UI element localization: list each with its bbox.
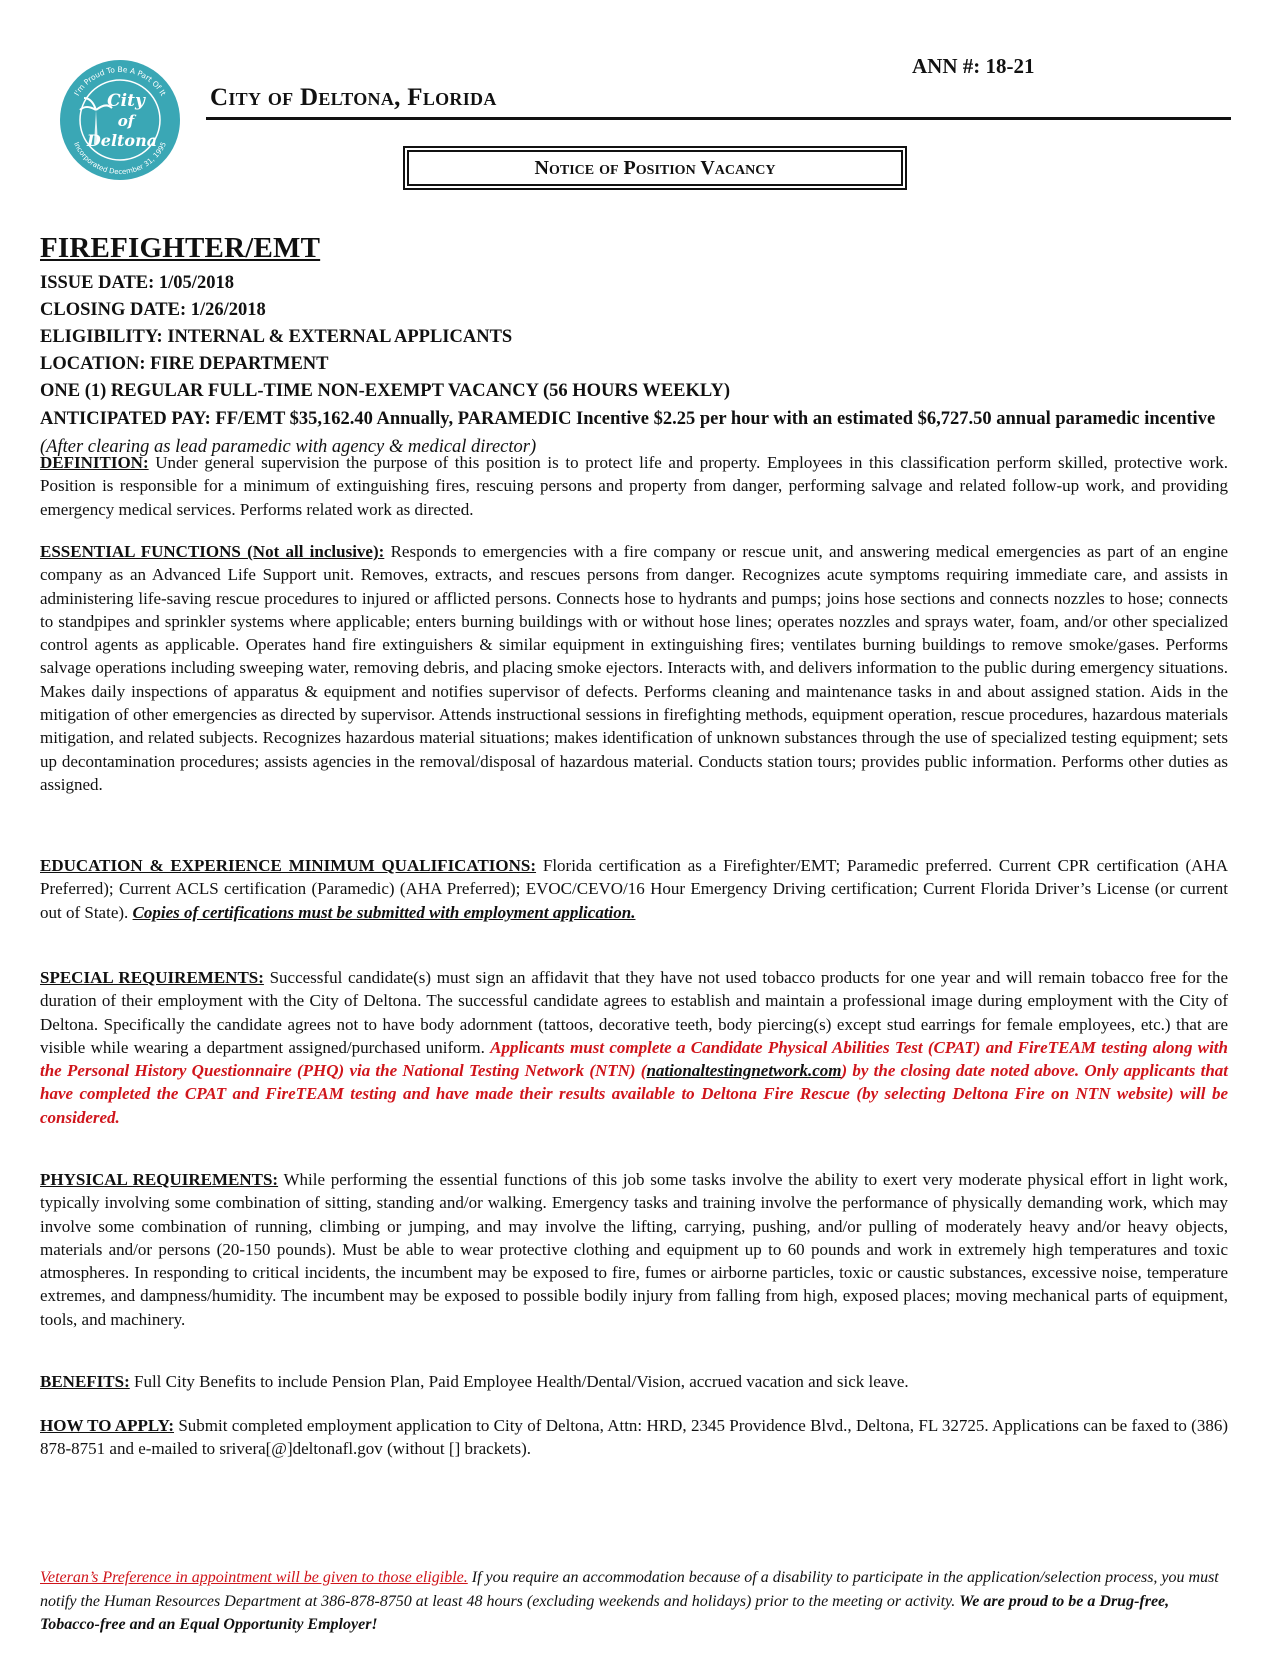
vacancy-type: ONE (1) REGULAR FULL-TIME NON-EXEMPT VACANCY (56 HOURS WEEKLY) bbox=[40, 381, 731, 401]
benefits-text: Full City Benefits to include Pension Plan, Paid Employee Health/Dental/Vision, accrued vacation and sick leave. bbox=[134, 1372, 909, 1391]
ntn-website-link[interactable]: nationaltestingnetwork.com bbox=[646, 1061, 842, 1081]
footer-notice bbox=[40, 1566, 1228, 1637]
location: LOCATION: FIRE DEPARTMENT bbox=[40, 354, 329, 374]
definition-text: Under general supervision the purpose of this position is to protect life and property. Employees in this classification perform skilled, protective work. Position is responsible for a minimum of extinguishing fires, rescuing persons and property from danger, performing salvage and related follow-up work, and providing emergency medical services. Performs related work as directed. bbox=[40, 453, 1229, 519]
announcement-number: ANN #: 18-21 bbox=[912, 54, 1035, 78]
veterans-preference: Veteran’s Preference in appointment will be given to those eligible. bbox=[40, 1569, 468, 1586]
benefits-section bbox=[40, 1370, 1228, 1393]
svg-text:City: City bbox=[107, 91, 145, 111]
definition-heading: DEFINITION: bbox=[40, 453, 149, 472]
how-to-apply-heading: HOW TO APPLY: bbox=[40, 1416, 175, 1435]
svg-text:I'm Proud To Be A Part Of It: I'm Proud To Be A Part Of It bbox=[72, 64, 168, 98]
how-to-apply-text: Submit completed employment application to City of Deltona, Attn: HRD, 2345 Providence Blvd., Deltona, FL 32725. Applications can be faxed to (386) 878-8751 and e-mailed to srivera[@]deltonafl.gov (without [] brackets). bbox=[40, 1416, 1228, 1459]
pay-note: (After clearing as lead paramedic with agency & medical director) bbox=[40, 437, 537, 457]
svg-text:Incorporated December 31, 1995: Incorporated December 31, 1995 bbox=[72, 140, 168, 177]
job-title: FIREFIGHTER/EMT bbox=[40, 232, 321, 264]
special-requirements-deadline-note: ) by the closing date noted above. Only applicants that have completed the CPAT and FireTEAM testing and have made their results available to Deltona Fire Rescue (by selecting Deltona Fire on NTN website) will be considered. bbox=[40, 1061, 1228, 1127]
physical-requirements-section bbox=[40, 1168, 1228, 1331]
notice-title-box: Notice of Position Vacancy bbox=[407, 150, 903, 186]
physical-requirements-heading: PHYSICAL REQUIREMENTS: bbox=[40, 1170, 279, 1189]
education-text: Florida certification as a Firefighter/EMT; Paramedic preferred. Current CPR certification (AHA Preferred); Current ACLS certification (Paramedic) (AHA Preferred); EVOC/CEVO/16 Hour Emergency Driving certification; Current Florida Driver’s License (or current out of State). bbox=[40, 856, 1229, 922]
issue-date: ISSUE DATE: 1/05/2018 bbox=[40, 273, 234, 293]
svg-text:Deltona: Deltona bbox=[86, 131, 158, 150]
education-section bbox=[40, 854, 1228, 924]
essential-functions-text: Responds to emergencies with a fire company or rescue unit, and answering medical emergencies as part of an engine company as an Advanced Life Support unit. Removes, extracts, and rescues persons from danger. Recognizes acute symptoms requiring immediate care, and assists in administering life-saving rescue procedures to injured or afflicted persons. Connects hose to hydrants and pumps; joins hose sections and connects nozzles to hose; connects to standpipes and sprinkler systems where applicable; enters burning buildings with or without hose lines; operates nozzles and sprays water, foam, and/or other specialized control agents as applicable. Operates hand fire extinguishers & similar equipment in extinguishing fires; ventilates burning buildings to remove smoke/gases. Performs salvage operations including sweeping water, removing debris, and placing smoke ejectors. Interacts with, and delivers information to the public during emergency situations. Makes daily inspections of apparatus & equipment and notifies supervisor of defects. Performs cleaning and maintenance tasks in and about assigned station. Aids in the mitigation of other emergencies as directed by supervisor. Attends instructional sessions in firefighting methods, equipment operation, rescue procedures, hazardous materials mitigation, and related subjects. Recognizes hazardous material situations; makes identification of unknown substances through the use of specialized testing equipment; sets up decontamination procedures; assists agencies in the removal/disposal of hazardous material. Conducts station tours; provides public information. Performs other duties as assigned. bbox=[40, 542, 1229, 794]
position-details bbox=[40, 270, 1240, 461]
svg-text:of: of bbox=[117, 112, 135, 130]
essential-functions-section bbox=[40, 540, 1228, 796]
education-heading: EDUCATION & EXPERIENCE MINIMUM QUALIFICATIONS: bbox=[40, 856, 537, 875]
header-divider bbox=[206, 117, 1231, 120]
physical-requirements-text: While performing the essential functions of this job some tasks involve the ability to exert very moderate physical effort in light work, typically involving some combination of sitting, standing and/or walking. Emergency tasks and training involve the performance of physically demanding work, which may involve some combination of running, climbing or jumping, and may involve the lifting, carrying, pushing, and/or pulling of moderately heavy and/or heavy objects, materials and/or persons (20-150 pounds). Must be able to wear protective clothing and equipment up to 60 pounds and work in extremely high temperatures and toxic atmospheres. In responding to critical incidents, the incumbent may be exposed to fire, fumes or airborne particles, toxic or caustic substances, excessive noise, temperature extremes, and dampness/humidity. The incumbent may be exposed to possible bodily injury from falling from high, exposed places; moving mechanical parts of equipment, tools, and machinery. bbox=[40, 1170, 1228, 1329]
special-requirements-testing-note: Applicants must complete a Candidate Physical Abilities Test (CPAT) and FireTEAM testing along with the Personal History Questionnaire (PHQ) via the National Testing Network (NTN) ( bbox=[40, 1037, 1228, 1081]
city-seal-logo bbox=[58, 58, 182, 182]
special-requirements-section bbox=[40, 966, 1228, 1129]
accommodation-notice: If you require an accommodation because of a disability to participate in the application/selection process, you must notify the Human Resources Department at 386-878-8750 at least 48 hours (excluding weekends and holidays) prior to the meeting or activity. bbox=[40, 1569, 1219, 1610]
special-requirements-heading: SPECIAL REQUIREMENTS: bbox=[40, 968, 264, 987]
closing-date: CLOSING DATE: 1/26/2018 bbox=[40, 300, 266, 320]
education-emphasis: Copies of certifications must be submitted with employment application. bbox=[132, 902, 636, 922]
city-name-heading: City of Deltona, Florida bbox=[210, 84, 497, 111]
equal-opportunity-statement: We are proud to be a Drug-free, Tobacco-free and an Equal Opportunity Employer! bbox=[40, 1592, 1170, 1633]
special-requirements-text: Successful candidate(s) must sign an affidavit that they have not used tobacco products for one year and will remain tobacco free for the duration of their employment with the City of Deltona. The successful candidate agrees to establish and maintain a professional image during employment with the City of Deltona. Specifically the candidate agrees not to have body adornment (tattoos, decorative teeth, body piercing(s) except stud earrings for female employees, etc.) that are visible while wearing a department assigned/purchased uniform. bbox=[40, 968, 1228, 1057]
definition-section bbox=[40, 451, 1228, 521]
essential-functions-heading: ESSENTIAL FUNCTIONS (Not all inclusive): bbox=[40, 542, 385, 561]
pay-text: ANTICIPATED PAY: FF/EMT $35,162.40 Annually, PARAMEDIC Incentive $2.25 per hour with an estimated $6,727.50 annual paramedic incentive bbox=[40, 409, 1216, 429]
how-to-apply-section bbox=[40, 1414, 1228, 1461]
eligibility: ELIGIBILITY: INTERNAL & EXTERNAL APPLICANTS bbox=[40, 327, 513, 347]
benefits-heading: BENEFITS: bbox=[40, 1372, 130, 1391]
